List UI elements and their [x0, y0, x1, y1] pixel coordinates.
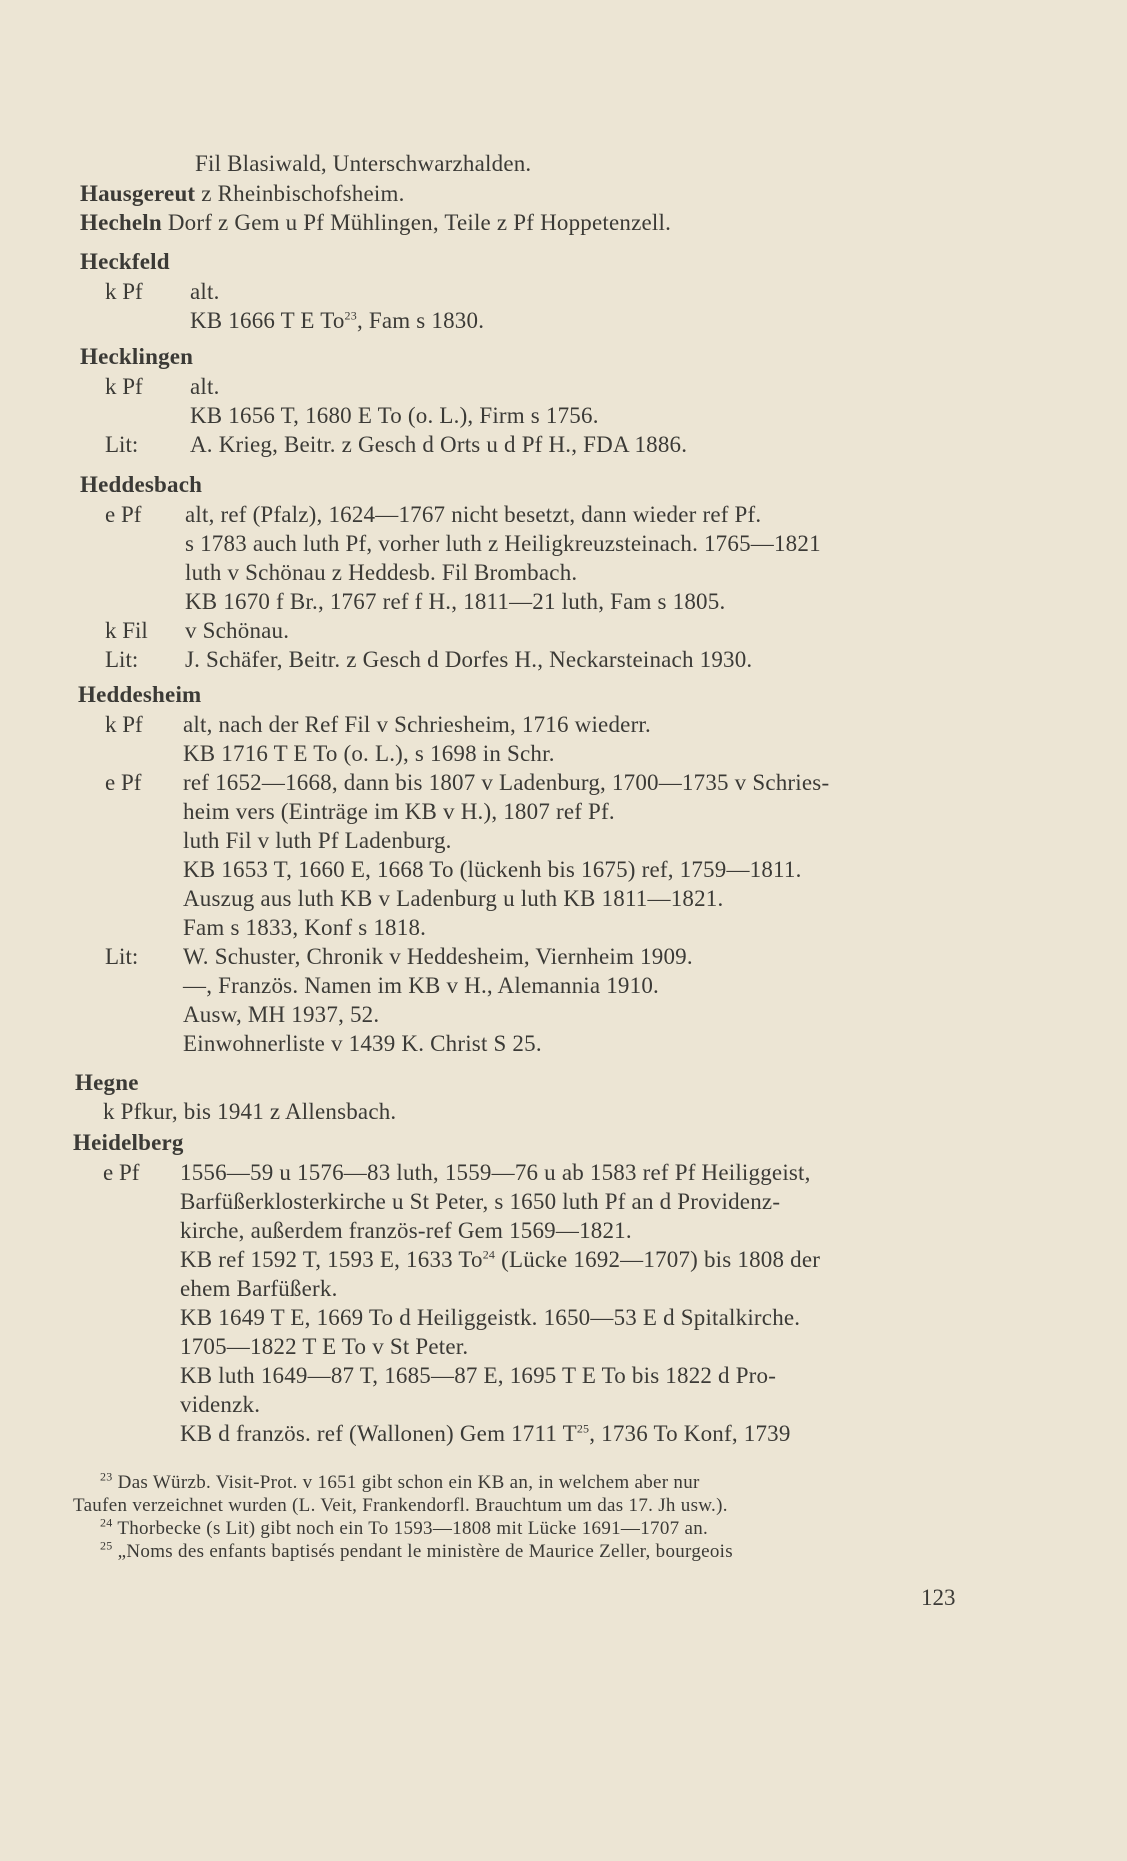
- entry-line: Einwohnerliste v 1439 K. Christ S 25.: [183, 1031, 542, 1056]
- entry-line: ref 1652—1668, dann bis 1807 v Ladenburg, 1700—1735 v Schries-: [183, 770, 830, 795]
- entry-line: 1556—59 u 1576—83 luth, 1559—76 u ab 1583 ref Pf Heiliggeist,: [180, 1160, 811, 1185]
- footnote-number: 23: [100, 1469, 113, 1484]
- entry-heading: Heddesbach: [80, 472, 203, 497]
- entry-text: KB d französ. ref (Wallonen) Gem 1711 T: [180, 1421, 577, 1446]
- entry-label: e Pf: [105, 502, 142, 527]
- entry-heading: Hausgereut: [80, 181, 196, 206]
- entry-line: luth v Schönau z Heddesb. Fil Brombach.: [185, 560, 578, 585]
- footnote-number: 24: [100, 1515, 113, 1530]
- entry-label: k Pf: [105, 712, 143, 737]
- footnote-24: [100, 1515, 709, 1540]
- entry-line: [190, 307, 484, 335]
- entry-line: KB 1656 T, 1680 E To (o. L.), Firm s 1756.: [190, 403, 599, 428]
- entry-text: z Rheinbischofsheim.: [201, 181, 405, 206]
- entry-hecheln: [80, 209, 671, 237]
- entry-line: J. Schäfer, Beitr. z Gesch d Dorfes H., Neckarsteinach 1930.: [185, 647, 753, 672]
- entry-line: k Pfkur, bis 1941 z Allensbach.: [103, 1099, 397, 1124]
- footnote-number: 25: [100, 1538, 113, 1553]
- footnote-23: [100, 1469, 700, 1494]
- entry-line: KB 1653 T, 1660 E, 1668 To (lückenh bis 1675) ref, 1759—1811.: [183, 857, 802, 882]
- entry-text: , Fam s 1830.: [356, 308, 485, 333]
- entry-label: Lit:: [105, 647, 139, 672]
- entry-heading: Hegne: [75, 1070, 139, 1095]
- footnote-text: Taufen verzeichnet wurden (L. Veit, Frankendorfl. Brauchtum um das 17. Jh usw.).: [73, 1495, 728, 1516]
- footnote-ref: 23: [344, 308, 357, 323]
- footnote-25: [100, 1538, 733, 1563]
- entry-heading: Heckfeld: [80, 249, 170, 274]
- entry-hausgereut: [80, 180, 405, 208]
- entry-line: alt.: [190, 279, 220, 304]
- entry-line: Fil Blasiwald, Unterschwarzhalden.: [195, 151, 532, 176]
- entry-label: Lit:: [105, 944, 139, 969]
- entry-line: alt, nach der Ref Fil v Schriesheim, 1716 wiederr.: [183, 712, 651, 737]
- entry-line: [180, 1420, 791, 1448]
- entry-heading: Heidelberg: [73, 1130, 184, 1155]
- footnote-ref: 25: [576, 1421, 590, 1436]
- entry-line: W. Schuster, Chronik v Heddesheim, Viernheim 1909.: [183, 944, 693, 969]
- entry-line: KB 1716 T E To (o. L.), s 1698 in Schr.: [183, 741, 555, 766]
- entry-label: k Fil: [105, 618, 148, 643]
- entry-label: Lit:: [105, 432, 139, 457]
- entry-line: KB 1649 T E, 1669 To d Heiliggeistk. 1650—53 E d Spitalkirche.: [180, 1305, 801, 1330]
- entry-line: Ausw, MH 1937, 52.: [183, 1002, 380, 1027]
- entry-line: alt, ref (Pfalz), 1624—1767 nicht besetzt, dann wieder ref Pf.: [185, 502, 762, 527]
- entry-heading: Hecheln: [80, 210, 162, 235]
- entry-label: k Pf: [105, 374, 143, 399]
- entry-label: e Pf: [103, 1160, 140, 1185]
- entry-line: luth Fil v luth Pf Ladenburg.: [183, 828, 452, 853]
- footnote-text: „Noms des enfants baptisés pendant le ministère de Maurice Zeller, bourgeois: [117, 1541, 733, 1562]
- entry-line: videnzk.: [180, 1392, 261, 1417]
- entry-text: KB ref 1592 T, 1593 E, 1633 To: [180, 1247, 483, 1272]
- footnote-text: Das Würzb. Visit-Prot. v 1651 gibt schon ein KB an, in welchem aber nur: [117, 1472, 700, 1493]
- entry-heading: Hecklingen: [80, 344, 194, 369]
- entry-line: 1705—1822 T E To v St Peter.: [180, 1334, 469, 1359]
- footnote-text: Thorbecke (s Lit) gibt noch ein To 1593—1808 mit Lücke 1691—1707 an.: [117, 1518, 709, 1539]
- entry-line: heim vers (Einträge im KB v H.), 1807 ref Pf.: [183, 799, 615, 824]
- entry-text: , 1736 To Konf, 1739: [589, 1421, 791, 1446]
- entry-line: —, Französ. Namen im KB v H., Alemannia 1910.: [183, 973, 659, 998]
- entry-line: kirche, außerdem französ-ref Gem 1569—1821.: [180, 1218, 632, 1243]
- entry-label: k Pf: [105, 279, 143, 304]
- entry-line: KB 1670 f Br., 1767 ref f H., 1811—21 luth, Fam s 1805.: [185, 589, 726, 614]
- entry-text: (Lücke 1692—1707) bis 1808 der: [495, 1247, 821, 1272]
- entry-line: ehem Barfüßerk.: [180, 1276, 338, 1301]
- entry-line: Barfüßerklosterkirche u St Peter, s 1650 luth Pf an d Providenz-: [180, 1189, 781, 1214]
- page-number: 123: [921, 1585, 956, 1610]
- entry-line: A. Krieg, Beitr. z Gesch d Orts u d Pf H., FDA 1886.: [190, 432, 688, 457]
- entry-line: KB luth 1649—87 T, 1685—87 E, 1695 T E To bis 1822 d Pro-: [180, 1363, 777, 1388]
- entry-line: Auszug aus luth KB v Ladenburg u luth KB 1811—1821.: [183, 886, 724, 911]
- entry-line: [180, 1246, 820, 1274]
- footnote-ref: 24: [482, 1247, 496, 1262]
- entry-line: s 1783 auch luth Pf, vorher luth z Heiligkreuzsteinach. 1765—1821: [185, 531, 821, 556]
- entry-text: Dorf z Gem u Pf Mühlingen, Teile z Pf Hoppetenzell.: [167, 210, 672, 235]
- entry-line: v Schönau.: [185, 618, 290, 643]
- entry-line: alt.: [190, 374, 220, 399]
- entry-text: KB 1666 T E To: [190, 308, 345, 333]
- entry-heading: Heddesheim: [78, 682, 202, 707]
- entry-label: e Pf: [105, 770, 142, 795]
- entry-line: Fam s 1833, Konf s 1818.: [183, 915, 427, 940]
